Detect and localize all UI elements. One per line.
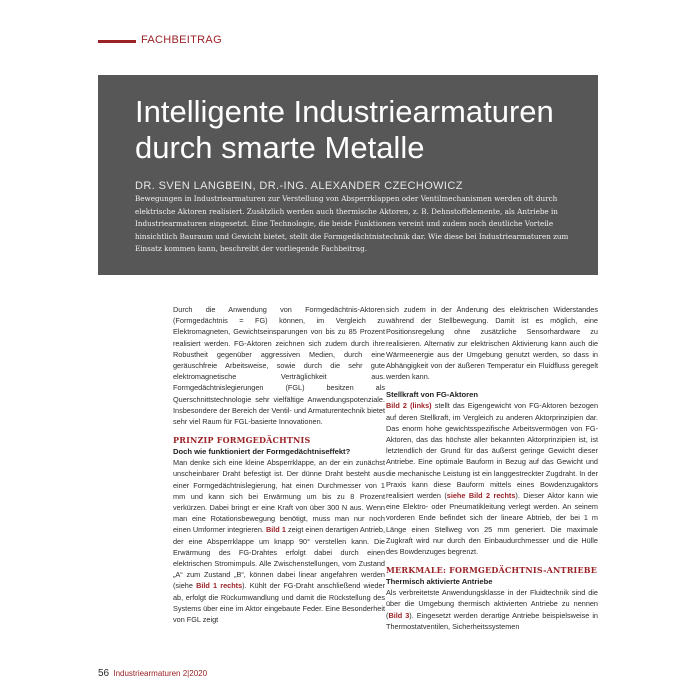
subheading-stellkraft: Stellkraft von FG-Aktoren [386, 390, 478, 400]
figure-ref-bild-3: Bild 3 [388, 610, 410, 620]
text-run: Man denke sich eine kleine Absperrklappe, an der ein zunächst unscheinbarer Draht befestigt ist. Der dünne Draht besteht aus einer Formgedächtnislegierung, hat einen Durchmesser von 1 mm und kann sich bei Erwärmung um bis zu 8 Prozent verkürzen. Dabei bringt er eine Kraft von über 300 N aus. Wenn man eine Rotationsbewegung benötigt, muss man nur noch einen Umformer integrieren. [173, 458, 385, 535]
text-column-left [173, 304, 385, 625]
section-heading-prinzip: PRINZIP FORMGEDÄCHTNIS [173, 435, 311, 446]
abstract: Bewegungen in Industriearmaturen zur Verstellung von Absperrklappen oder Ventilmechanismen werden oft durch elektrische Aktoren realisiert. Zusätzlich werden auch thermische Aktoren, z. B. Dehnstoffelemente, als Antriebe in Industriearmaturen eingesetzt. Eine Technologie, die beide Funktionen vereint und zudem noch deutliche Vorteile hinsichtlich Bauraum und Gewicht bietet, stellt die Formgedächtnistechnik dar. Wie diese bei Industriearmaturen zum Einsatz kommen kann, beschreibt der vorliegende Fachbeitrag. [135, 194, 569, 254]
text-run: ). Dieser Aktor kann wie eine Elektro- oder Pneumatikleitung verlegt werden. An seinem vorderen Ende befindet sich der lineare Abtrieb, der bei 1 m Länge einen Stellweg von 25 mm generiert. Die maximale Zugkraft wird nur durch den Einbaudurchmesser und die Hülle des Bowdenzuges begrenzt. [386, 491, 598, 557]
body-paragraph [386, 400, 598, 557]
intro-paragraph: Durch die Anwendung von Formgedächtnis-Aktoren (Formgedächtnis = FG) können, im Vergleich zu Elektromagneten, Gewichtseinsparungen von bis zu 85 Prozent realisiert werden. FG-Aktoren zeichnen sich zudem durch ihre Robustheit gegenüber aggressiven Medien, durch eine geräuschfreie Arbeitsweise, sowie durch die sehr gute elektromagnetische Verträglichkeit aus. Formgedächtnislegierungen (FGL) besitzen als Querschnittstechnologie sehr vielfältige Anwendungspotenziale. Insbesondere der Bereich der Ventil- und Armaturentechnik bietet sehr viel Raum für FGL-basierte Innovationen. [173, 305, 385, 427]
text-run: zeigt einen derartigen Antrieb, der eine Absperrklappe um knapp 90° verstellen kann. Die Erwärmung des FG-Drahtes erfolgt dabei durch einen elektrischen Stromimpuls. Alle Zwischenstellungen, vom Zustand „A“ zum Zustand „B“, können dabei linear angefahren werden (siehe [173, 525, 385, 591]
text-run: Als verbreitetste Anwendungsklasse in der Fluidtechnik sind die über die Umgebung thermisch aktivierten Antriebe zu nennen ( [386, 588, 598, 620]
figure-ref-bild-1-rechts: Bild 1 rechts [196, 581, 243, 591]
page-number: 56 [98, 668, 110, 679]
page-footer [98, 668, 207, 679]
subheading-thermisch: Thermisch aktivierte Antriebe [386, 577, 493, 587]
authors: DR. SVEN LANGBEIN, DR.-ING. ALEXANDER CZECHOWICZ [135, 180, 463, 192]
figure-ref-bild-2-links: Bild 2 (links) [386, 401, 432, 411]
section-heading-merkmale: MERKMALE: FORMGEDÄCHTNIS-ANTRIEBE [386, 565, 598, 576]
body-paragraph [173, 457, 385, 625]
rubric-bar [98, 40, 136, 43]
journal-name: Industriearmaturen 2|2020 [113, 669, 208, 678]
rubric-label: FACHBEITRAG [141, 34, 222, 46]
subheading-question: Doch wie funktioniert der Formgedächtniseffekt? [173, 447, 351, 457]
body-paragraph [386, 587, 598, 632]
continued-paragraph: sich zudem in der Änderung des elektrischen Widerstandes während der Stellbewegung. Damit ist es möglich, eine Positionsregelung ohne zusätzliche Sensorhardware zu realisieren. Alternativ zur elektrischen Aktivierung kann auch die Wärmeenergie aus der Umgebung genutzt werden, so dass in Abhängigkeit von der äußeren Temperatur ein Fluidfluss geregelt werden kann. [386, 305, 598, 382]
article-title: Intelligente Industriearmaturen durch smarte Metalle [135, 94, 554, 165]
text-run: ). Eingesetzt werden derartige Antriebe beispielsweise in Thermostatventilen, Sicherheitssystemen [386, 610, 598, 631]
title-block [98, 75, 598, 275]
text-run: ). Kühlt der FG-Draht anschließend wieder ab, erfolgt die Rückumwandlung und damit die Rückstellung des Systems über eine im Aktor eingebaute Feder. Eine Besonderheit von FGL zeigt [173, 581, 386, 625]
text-run: stellt das Eigengewicht von FG-Aktoren bezogen auf deren Stellkraft, im Vergleich zu anderen Aktorprinzipien dar. Das enorm hohe gewichtsspezifische Arbeitsvermögen von FG-Aktoren, das das höchste aller bekannten Aktorprinzipien ist, ist letztendlich der Grund für das äußerst geringe Gewicht dieser Antriebe. Eine optimale Bauform in Bezug auf das Gewicht und die mechanische Leistung ist ein langgestreckter Zugdraht. In der Praxis kann diese Bauform mittels eines Bowdenzugaktors realisiert werden ( [386, 401, 599, 501]
text-column-right [386, 304, 598, 632]
figure-ref-bild-2-rechts: siehe Bild 2 rechts [446, 491, 516, 501]
figure-ref-bild-1: Bild 1 [265, 525, 286, 535]
